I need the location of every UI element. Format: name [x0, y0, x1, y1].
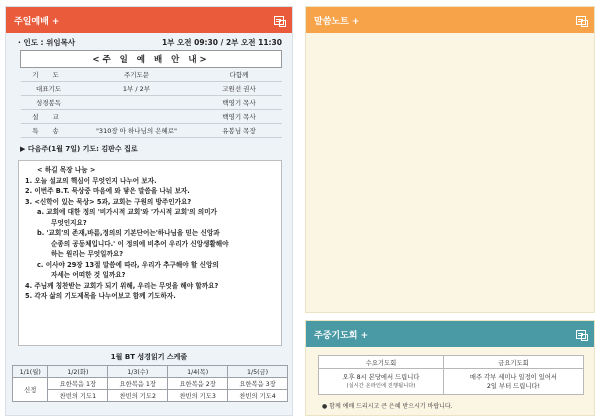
- schedule-header: 1/4(목): [168, 366, 228, 378]
- prayer-meeting-table: [318, 355, 584, 395]
- table-header-row: [319, 356, 584, 369]
- row-right: 고원선 권사: [197, 82, 282, 96]
- schedule-header: 1/3(수): [108, 366, 168, 378]
- table-header-row: [13, 366, 288, 378]
- row-label: 기 도: [21, 68, 77, 82]
- row-label: 대표기도: [21, 82, 77, 96]
- table-row: [13, 378, 288, 390]
- list-item: 1. 오늘 설교의 핵심이 무엇인지 나누어 보자.: [25, 176, 157, 185]
- list-item: a. 교회에 대한 정의 '비가시적 교회'와 '가시적 교회'의 의미가: [37, 208, 217, 216]
- next-week-prayer: ▶ 다음주(1월 7일) 기도: 김판수 집로: [20, 145, 138, 153]
- list-item: 자세는 어떠한 것 일까요?: [51, 271, 126, 279]
- schedule-title: 1월 BT 성경읽기 스케줄: [110, 353, 188, 361]
- friday-prayer-title: 금요기도회: [443, 356, 583, 369]
- row-middle: 1부 / 2부: [77, 82, 197, 96]
- list-item: 무엇인지요?: [51, 218, 87, 227]
- sunday-service-header[interactable]: [6, 7, 292, 33]
- weekday-prayer-header-title: 주중기도회 +: [314, 330, 369, 341]
- copy-icon[interactable]: [576, 330, 586, 339]
- schedule-header: 1/2(화): [48, 366, 108, 378]
- leader-label: · 인도 : 위임목사: [18, 38, 76, 47]
- table-row: [21, 110, 282, 124]
- row-right: 백영기 목사: [197, 110, 282, 124]
- schedule-cell: 요한복음 3장: [228, 378, 288, 390]
- friday-prayer-info: [443, 369, 583, 395]
- schedule-cell: 요한복음 2장: [168, 378, 228, 390]
- wednesday-prayer-info: [319, 369, 444, 395]
- schedule-row-label: 신정: [13, 378, 48, 402]
- reading-schedule-table: [12, 365, 288, 402]
- friday-line2: 2일 부터 드립니다!: [486, 382, 541, 390]
- table-row: [21, 124, 282, 138]
- table-row: [13, 390, 288, 402]
- sermon-note-header-title: 말씀노트 +: [314, 16, 360, 27]
- list-item: 5. 각자 삶의 기도제목을 나누어보고 함께 기도하자.: [25, 292, 176, 300]
- service-order-table: [20, 50, 282, 138]
- weekday-prayer-panel: [305, 320, 595, 416]
- sermon-note-header[interactable]: [306, 7, 594, 33]
- row-middle: "310장 아 하나님의 은혜로": [77, 124, 197, 138]
- service-order-title: <주 일 예 배 안 내>: [21, 51, 282, 68]
- row-middle: 주기도문: [77, 68, 197, 82]
- copy-icon[interactable]: [274, 16, 284, 25]
- schedule-cell: 요한복음 1장: [108, 378, 168, 390]
- schedule-cell: 찬빈의 기도4: [228, 390, 288, 402]
- table-row: [319, 369, 584, 395]
- sermon-note-panel: [305, 6, 595, 313]
- schedule-cell: 요한복음 1장: [48, 378, 108, 390]
- wednesday-line2: (실시간 온라인에 진행됩니다): [346, 382, 416, 389]
- list-item: c. 이사야 29장 13절 말씀에 따라, 우리가 추구해야 할 신앙의: [37, 260, 219, 269]
- row-middle: [77, 110, 197, 124]
- row-middle: [77, 96, 197, 110]
- sunday-service-header-title: 주일예배 +: [14, 16, 60, 27]
- list-item: b. '교회'의 존재,바름,정의의 기본단어는'하나님을 믿는 신앙과: [37, 229, 220, 237]
- copy-icon[interactable]: [576, 16, 586, 25]
- row-label: 특 송: [21, 124, 77, 138]
- weekday-prayer-header[interactable]: [306, 321, 594, 347]
- row-label: 설 교: [21, 110, 77, 124]
- list-item: 순종의 공동체입니다.' 이 정의에 비추어 우리가 신앙생활해야: [51, 239, 229, 248]
- service-time: 1부 오전 09:30 / 2부 오전 11:30: [161, 38, 282, 47]
- friday-line1: 매주 각부 세미나 일정이 있어서: [469, 373, 557, 381]
- table-row: [21, 82, 282, 96]
- schedule-header: 1/5(금): [228, 366, 288, 378]
- prayer-note: ● 함께 예배 드리시고 큰 은혜 받으시기 바랍니다.: [322, 403, 453, 410]
- schedule-cell: 찬빈의 기도1: [48, 390, 108, 402]
- list-item: 하는 원리는 무엇일까요?: [51, 250, 124, 258]
- list-item: 4. 주님께 칭찬받는 교회가 되기 위해, 우리는 무엇을 해야 할까요?: [25, 281, 219, 290]
- table-row: [21, 68, 282, 82]
- row-right: 유봉님 목장: [197, 124, 282, 138]
- discussion-title: < 하길 목장 나눔 >: [37, 166, 96, 174]
- row-right: 다함께: [197, 68, 282, 82]
- table-row: [21, 96, 282, 110]
- wednesday-line1: 오후 8시 본당에서 드립니다: [342, 373, 420, 381]
- row-label: 성경봉독: [21, 96, 77, 110]
- discussion-box: [18, 160, 282, 346]
- schedule-cell: 찬빈의 기도2: [108, 390, 168, 402]
- sunday-service-panel: [5, 6, 293, 416]
- wednesday-prayer-title: 수요기도회: [319, 356, 444, 369]
- schedule-cell: 찬빈의 기도3: [168, 390, 228, 402]
- row-right: 백영기 목사: [197, 96, 282, 110]
- schedule-header: 1/1(월): [13, 366, 48, 378]
- list-item: 3. <신학이 있는 묵상> 5과, 교회는 구원의 방주인가요?: [25, 197, 192, 206]
- list-item: 2. 이번주 B.T. 묵상중 마음에 와 닿은 말씀을 나눠 보자.: [25, 187, 190, 195]
- leader-time-line: [6, 33, 292, 50]
